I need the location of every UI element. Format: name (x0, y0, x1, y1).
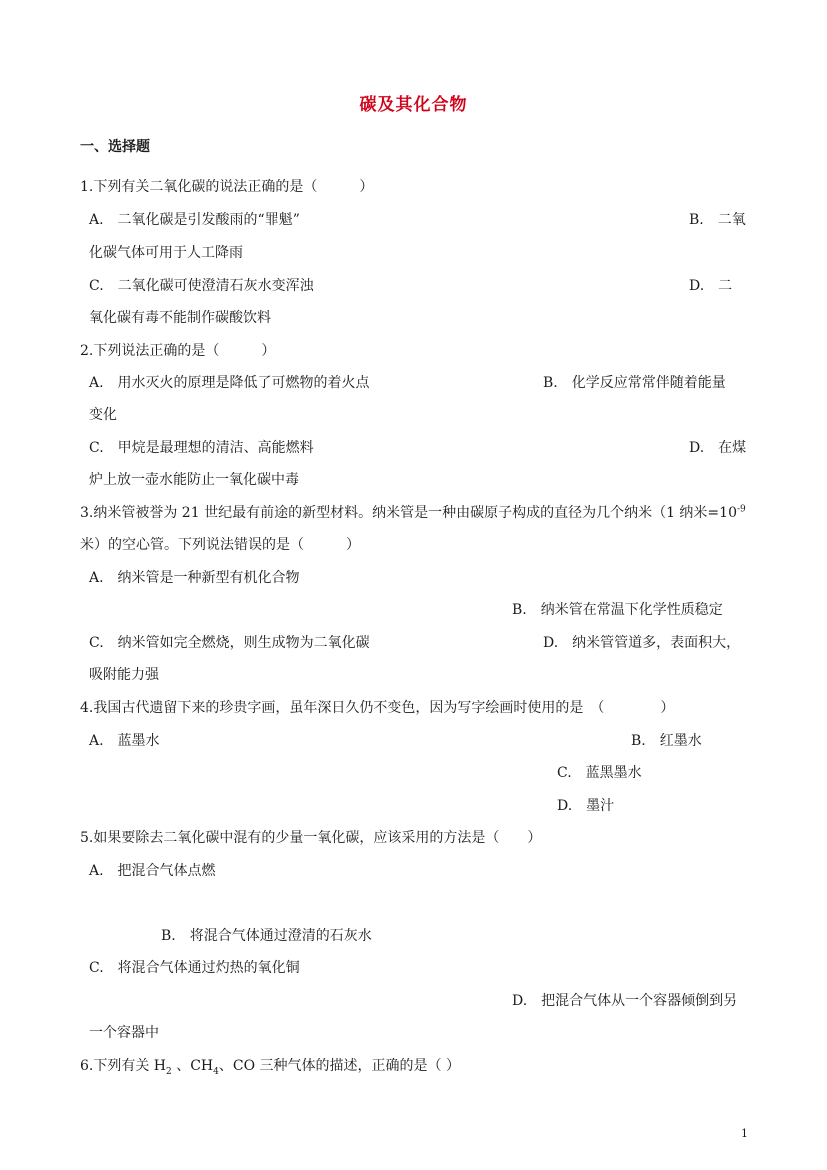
question-3-exponent: -9 (736, 504, 746, 515)
question-1-option-b: B. 二氧 (689, 212, 746, 228)
question-3-option-d: D. 纳米管管道多，表面积大， (543, 635, 741, 651)
question-5-stem: 5.如果要除去二氧化碳中混有的少量一氧化碳，应该采用的方法是（ ） (80, 830, 542, 846)
question-1-option-d-cont: 氧化碳有毒不能制作碳酸饮料 (89, 310, 271, 326)
question-3-option-a: A. 纳米管是一种新型有机化合物 (89, 570, 300, 586)
question-2-option-a: A. 用水灭火的原理是降低了可燃物的着火点 (89, 375, 370, 391)
question-5-option-b: B. 将混合气体通过澄清的石灰水 (161, 928, 372, 944)
question-5-option-d-cont: 一个容器中 (89, 1025, 159, 1041)
question-6-text-a: 6.下列有关 H (80, 1058, 167, 1074)
question-3-stem-cont: 米）的空心管。下列说法错误的是（ ） (80, 537, 360, 553)
question-6-text-b: 、CH (171, 1058, 214, 1074)
question-4-option-b: B. 红墨水 (631, 733, 702, 749)
question-2-stem: 2.下列说法正确的是（ ） (80, 343, 276, 359)
question-2-option-b-cont: 变化 (89, 407, 117, 423)
question-6-stem (80, 1056, 460, 1076)
question-4-option-d: D. 墨汁 (557, 798, 615, 814)
question-5-option-a: A. 把混合气体点燃 (89, 863, 216, 879)
question-6-subscript-h2: 2 (166, 1066, 172, 1077)
question-6-text-c: 、CO 三种气体的描述，正确的是（ ） (218, 1058, 460, 1074)
question-3-option-c: C. 纳米管如完全燃烧，则生成物为二氧化碳 (89, 635, 370, 651)
question-1-option-a: A. 二氧化碳是引发酸雨的“罪魁” (89, 212, 300, 228)
question-5-option-d: D. 把混合气体从一个容器倾倒到另 (512, 993, 738, 1009)
question-2-option-b: B. 化学反应常常伴随着能量 (543, 375, 726, 391)
question-3-option-b: B. 纳米管在常温下化学性质稳定 (512, 602, 723, 618)
question-5-option-c: C. 将混合气体通过灼热的氧化铜 (89, 960, 300, 976)
question-3-stem-text: 3.纳米管被誉为 21 世纪最有前途的新型材料。纳米管是一种由碳原子构成的直径为几个纳米（1 纳米=10 (80, 505, 737, 521)
question-1-option-c: C. 二氧化碳可使澄清石灰水变浑浊 (89, 278, 314, 294)
question-3-stem (80, 503, 746, 523)
question-4-stem: 4.我国古代遗留下来的珍贵字画，虽年深日久仍不变色，因为写字绘画时使用的是 （ ） (80, 700, 675, 716)
page-number: 1 (741, 1127, 748, 1140)
question-2-option-c: C. 甲烷是最理想的清洁、高能燃料 (89, 440, 314, 456)
section-heading: 一、选择题 (80, 139, 150, 155)
question-3-option-d-cont: 吸附能力强 (89, 667, 159, 683)
question-1-stem: 1.下列有关二氧化碳的说法正确的是（ ） (80, 179, 374, 195)
question-2-option-d-cont: 炉上放一壶水能防止一氧化碳中毒 (89, 472, 299, 488)
question-1-option-d: D. 二 (689, 278, 733, 294)
question-6-subscript-ch4: 4 (213, 1066, 219, 1077)
question-1-option-b-cont: 化碳气体可用于人工降雨 (89, 245, 243, 261)
question-2-option-d: D. 在煤 (689, 440, 747, 456)
document-title: 碳及其化合物 (359, 95, 468, 115)
question-4-option-a: A. 蓝墨水 (89, 733, 160, 749)
question-4-option-c: C. 蓝黑墨水 (557, 765, 642, 781)
